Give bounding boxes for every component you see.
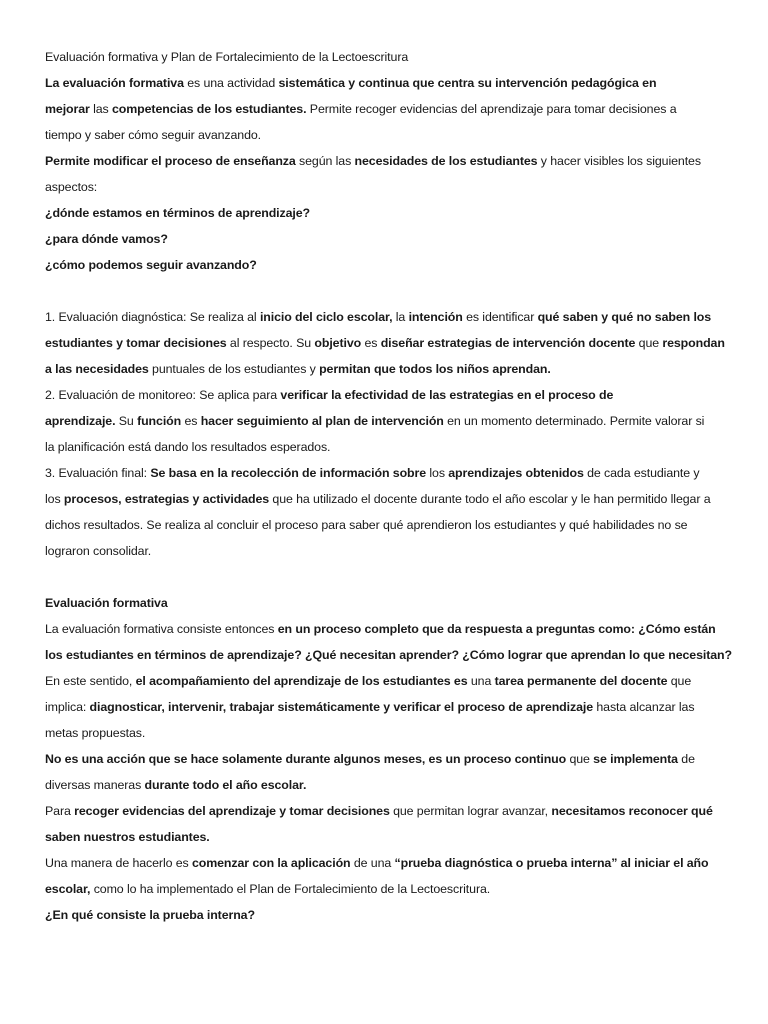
text-line — [45, 356, 735, 382]
bold-text: tarea permanente del docente — [494, 674, 668, 688]
text-segment: implica: — [45, 700, 90, 714]
text-line — [45, 876, 735, 902]
bold-text: qué saben y qué no saben los — [537, 310, 712, 324]
bold-text: mejorar — [45, 102, 90, 116]
text-line — [45, 174, 735, 200]
text-segment: que — [635, 336, 663, 350]
text-line — [45, 434, 735, 460]
blank-line — [45, 278, 735, 304]
bold-text: objetivo — [314, 336, 362, 350]
bold-text: ¿cómo podemos seguir avanzando? — [45, 258, 257, 272]
text-line — [45, 616, 735, 642]
bold-text: verificar la efectividad de las estrategias en el proceso de — [280, 388, 614, 402]
text-segment: es una actividad — [183, 76, 279, 90]
text-segment: de — [677, 752, 695, 766]
bold-text: Evaluación formativa — [45, 596, 168, 610]
text-segment: 1. Evaluación diagnóstica: Se realiza al — [45, 310, 260, 324]
text-segment: que — [667, 674, 692, 688]
bold-text: diagnosticar, intervenir, trabajar sistemáticamente y verificar el proceso de aprendizaje — [89, 700, 594, 714]
text-line — [45, 486, 735, 512]
text-line — [45, 382, 735, 408]
bold-text: procesos, estrategias y actividades — [63, 492, 270, 506]
text-segment: es — [361, 336, 381, 350]
text-segment: En este sentido, — [45, 674, 136, 688]
bold-text: comenzar con la aplicación — [191, 856, 351, 870]
bold-text: función — [137, 414, 182, 428]
text-segment: que ha utilizado el docente durante todo el año escolar y le han permitido llegar a — [269, 492, 711, 506]
text-segment: hasta alcanzar las — [593, 700, 695, 714]
text-segment: una — [467, 674, 495, 688]
text-line — [45, 304, 735, 330]
blank-line — [45, 564, 735, 590]
text-line — [45, 590, 735, 616]
text-line — [45, 408, 735, 434]
text-line — [45, 70, 735, 96]
text-segment: Para — [45, 804, 75, 818]
text-segment: en un momento determinado. Permite valorar si — [443, 414, 705, 428]
text-segment: La evaluación formativa consiste entonces — [45, 622, 278, 636]
text-segment: tiempo y saber cómo seguir avanzando. — [45, 128, 262, 142]
text-segment: como lo ha implementado el Plan de Fortalecimiento de la Lectoescritura. — [90, 882, 491, 896]
bold-text: se implementa — [593, 752, 678, 766]
text-line — [45, 252, 735, 278]
bold-text: necesitamos reconocer qué — [551, 804, 713, 818]
text-segment: la — [392, 310, 409, 324]
text-segment: que permitan lograr avanzar, — [389, 804, 552, 818]
text-segment: aspectos: — [45, 180, 98, 194]
bold-text: Permite modificar el proceso de enseñanza — [45, 154, 296, 168]
text-segment: según las — [295, 154, 355, 168]
bold-text: ¿para dónde vamos? — [45, 232, 168, 246]
bold-text: No es una acción que se hace solamente durante algunos meses, es un proceso continuo — [45, 752, 567, 766]
text-segment: diversas maneras — [45, 778, 145, 792]
text-segment: 3. Evaluación final: — [45, 466, 151, 480]
bold-text: Se basa en la recolección de información sobre — [150, 466, 427, 480]
bold-text: intención — [408, 310, 463, 324]
text-line — [45, 668, 735, 694]
text-line — [45, 824, 735, 850]
text-segment: 2. Evaluación de monitoreo: Se aplica para — [45, 388, 281, 402]
bold-text: aprendizaje. — [45, 414, 116, 428]
text-line — [45, 512, 735, 538]
bold-text: escolar, — [45, 882, 91, 896]
bold-text: durante todo el año escolar. — [144, 778, 307, 792]
bold-text: aprendizajes obtenidos — [448, 466, 584, 480]
text-segment: metas propuestas. — [45, 726, 146, 740]
text-line — [45, 148, 735, 174]
text-line — [45, 460, 735, 486]
bold-text: estudiantes y tomar decisiones — [45, 336, 227, 350]
bold-text: competencias de los estudiantes. — [112, 102, 307, 116]
bold-text: saben nuestros estudiantes. — [45, 830, 210, 844]
bold-text: “prueba diagnóstica o prueba interna” al iniciar el año — [394, 856, 709, 870]
text-line — [45, 798, 735, 824]
text-segment: y hacer visibles los siguientes — [537, 154, 701, 168]
bold-text: ¿En qué consiste la prueba interna? — [45, 908, 255, 922]
text-segment: es identificar — [462, 310, 538, 324]
text-segment: de cada estudiante y — [583, 466, 700, 480]
text-segment: Una manera de hacerlo es — [45, 856, 192, 870]
bold-text: necesidades de los estudiantes — [354, 154, 538, 168]
text-line — [45, 850, 735, 876]
text-line — [45, 200, 735, 226]
text-line — [45, 772, 735, 798]
bold-text: inicio del ciclo escolar, — [259, 310, 393, 324]
text-line — [45, 642, 735, 668]
text-segment: al respecto. Su — [226, 336, 315, 350]
text-line — [45, 902, 735, 928]
text-segment: puntuales de los estudiantes y — [148, 362, 320, 376]
text-line — [45, 226, 735, 252]
text-line — [45, 96, 735, 122]
text-segment: Evaluación formativa y Plan de Fortalecimiento de la Lectoescritura — [45, 50, 409, 64]
text-segment: los — [45, 492, 64, 506]
bold-text: ¿dónde estamos en términos de aprendizaje? — [45, 206, 311, 220]
text-segment: dichos resultados. Se realiza al concluir el proceso para saber qué aprendieron los estudiantes y qué habilidades no se — [45, 518, 688, 532]
document-body — [45, 44, 735, 928]
bold-text: hacer seguimiento al plan de intervención — [200, 414, 444, 428]
bold-text: los estudiantes en términos de aprendizaje? ¿Qué necesitan aprender? ¿Cómo lograr que aprendan lo que necesitan? — [45, 648, 732, 662]
text-line — [45, 746, 735, 772]
text-segment: la planificación está dando los resultados esperados. — [45, 440, 331, 454]
text-segment: de una — [350, 856, 395, 870]
text-segment: lograron consolidar. — [45, 544, 152, 558]
bold-text: sistemática y continua que centra su intervención pedagógica en — [278, 76, 657, 90]
bold-text: recoger evidencias del aprendizaje y tomar decisiones — [74, 804, 390, 818]
bold-text: el acompañamiento del aprendizaje de los estudiantes es — [135, 674, 468, 688]
bold-text: La evaluación formativa — [45, 76, 184, 90]
bold-text: respondan — [662, 336, 725, 350]
text-line — [45, 330, 735, 356]
text-segment: las — [89, 102, 112, 116]
text-segment: que — [566, 752, 594, 766]
text-line — [45, 44, 735, 70]
bold-text: permitan que todos los niños aprendan. — [319, 362, 551, 376]
text-segment: los — [426, 466, 449, 480]
bold-text: a las necesidades — [45, 362, 149, 376]
text-segment: es — [181, 414, 201, 428]
text-line — [45, 122, 735, 148]
text-line — [45, 694, 735, 720]
text-line — [45, 720, 735, 746]
text-segment: Permite recoger evidencias del aprendizaje para tomar decisiones a — [306, 102, 677, 116]
text-segment: Su — [115, 414, 138, 428]
bold-text: en un proceso completo que da respuesta a preguntas como: ¿Cómo están — [277, 622, 716, 636]
bold-text: diseñar estrategias de intervención docente — [380, 336, 636, 350]
text-line — [45, 538, 735, 564]
